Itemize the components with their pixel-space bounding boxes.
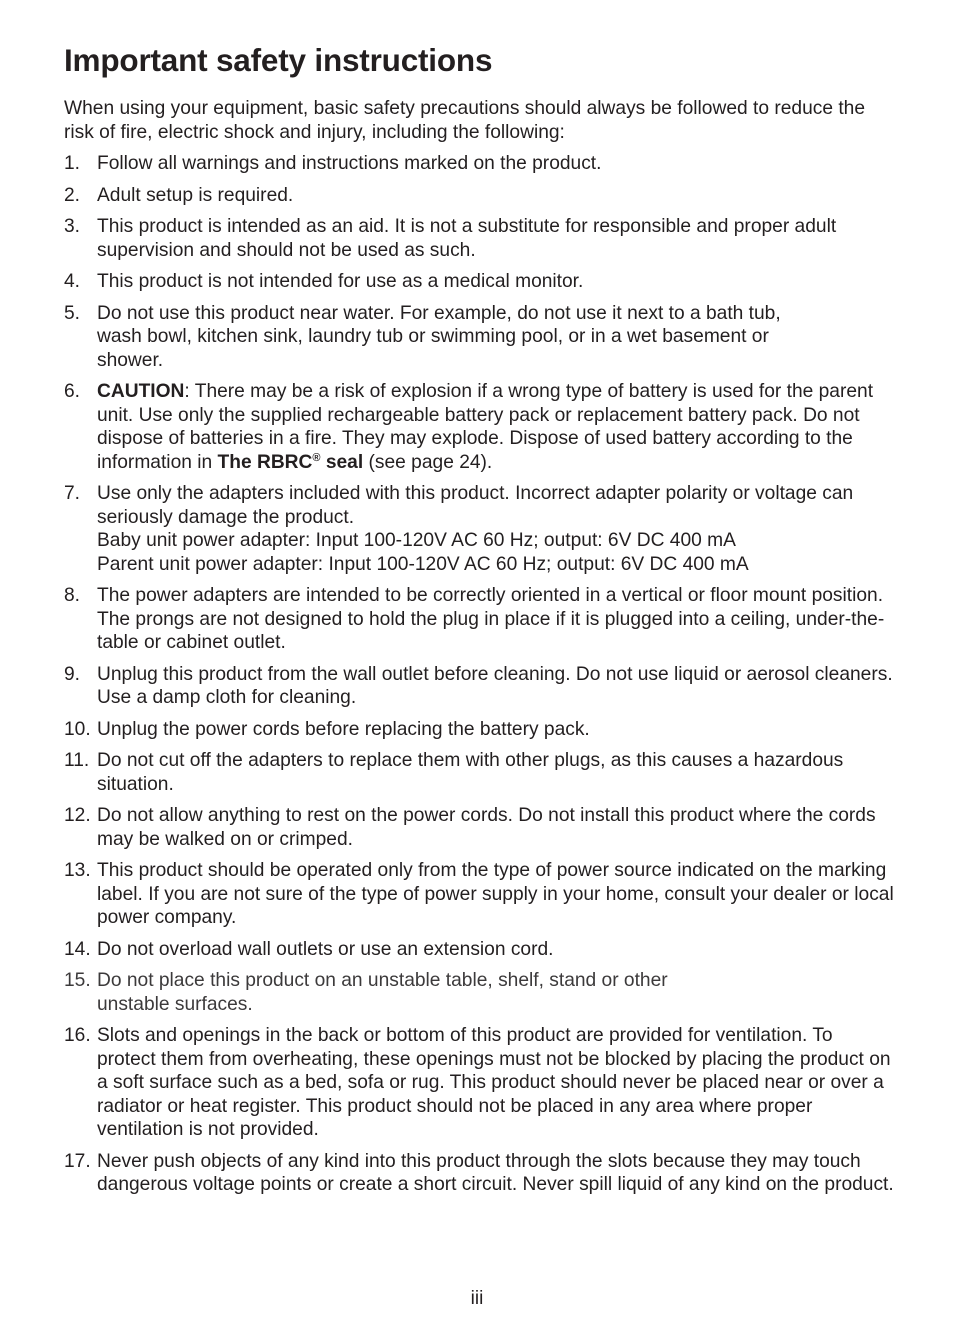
page-number: iii — [470, 1288, 484, 1309]
item-text: Do not use this product near water. For example, do not use it next to a bath tub, wash bowl, kitchen sink, laundry tub or swimming pool, or in a wet basement or shower. — [97, 302, 781, 371]
item-text: Adult setup is required. — [97, 184, 294, 206]
item-text: Do not cut off the adapters to replace them with other plugs, as this causes a hazardous situation. — [97, 750, 844, 795]
list-item-caution — [64, 380, 894, 474]
item-text: Follow all warnings and instructions marked on the product. — [97, 153, 602, 174]
list-item — [64, 749, 894, 796]
item-text: This product should be operated only from the type of power source indicated on the marking label. If you are not sure of the type of power supply in your home, consult your dealer or local power company. — [97, 860, 894, 928]
item-text: Unplug the power cords before replacing the battery pack. — [97, 718, 590, 740]
list-item — [64, 270, 894, 294]
intro-paragraph: When using your equipment, basic safety precautions should always be followed to reduce the risk of fire, electric shock and injury, including the following: — [64, 98, 866, 143]
page-title: Important safety instructions — [64, 42, 493, 78]
item-text: : There may be a risk of explosion if a wrong type of battery is used for the parent unit. Use only the supplied rechargeable battery pack or replacement battery pack. Do not dispose of batteries in a fire. They may explode. Dispose of used battery according to the information in — [97, 381, 874, 473]
list-item — [64, 302, 894, 373]
item-number: 8. — [64, 585, 81, 606]
rbrc-seal-reference — [218, 452, 364, 473]
item-text: Do not overload wall outlets or use an extension cord. — [97, 938, 554, 960]
list-item — [64, 663, 894, 710]
item-text: Unplug this product from the wall outlet before cleaning. Do not use liquid or aerosol cleaners. Use a damp cloth for cleaning. — [97, 663, 893, 708]
baby-unit-adapter-spec: Baby unit power adapter: Input 100-120V AC 60 Hz; output: 6V DC 400 mA — [97, 530, 736, 551]
item-text: Slots and openings in the back or bottom of this product are provided for ventilation. To protect them from overheating, these openings must not be blocked by placing the product on a soft surface such as a bed, sofa or rug. This product should never be placed near or over a radiator or heat register. This product should not be placed in any area where proper ventilation is not provided. — [97, 1025, 891, 1140]
item-text: Do not allow anything to rest on the power cords. Do not install this product where the cords may be walked on or crimped. — [97, 805, 876, 850]
item-number: 17. — [64, 1150, 91, 1172]
list-item — [64, 184, 894, 208]
list-item — [64, 215, 894, 262]
list-item — [64, 969, 894, 1016]
item-number: 14. — [64, 938, 91, 960]
parent-unit-adapter-spec: Parent unit power adapter: Input 100-120V AC 60 Hz; output: 6V DC 400 mA — [97, 553, 749, 575]
item-number: 9. — [64, 663, 81, 685]
list-item — [64, 718, 894, 742]
item-number: 6. — [64, 381, 81, 402]
item-text: Never push objects of any kind into this product through the slots because they may touch dangerous voltage points or create a short circuit. Never spill liquid of any kind on the product. — [97, 1150, 894, 1195]
item-number: 15. — [64, 970, 91, 991]
item-text-end: (see page 24). — [363, 451, 493, 473]
list-item — [64, 859, 894, 930]
item-number: 16. — [64, 1025, 91, 1046]
item-number: 1. — [64, 153, 81, 174]
list-item — [64, 584, 894, 655]
document-page — [64, 40, 894, 1205]
list-item — [64, 152, 894, 176]
item-text: The power adapters are intended to be correctly oriented in a vertical or floor mount position. The prongs are not designed to hold the plug in place if it is plugged into a ceiling, under-the-table or cabinet outlet. — [97, 585, 885, 653]
rbrc-label: The RBRC — [217, 451, 313, 473]
item-text: Do not place this product on an unstable table, shelf, stand or other unstable surfaces. — [97, 970, 668, 1015]
item-text: Use only the adapters included with this product. Incorrect adapter polarity or voltage can seriously damage the product. — [97, 483, 854, 528]
list-item — [64, 1024, 894, 1142]
safety-instructions-list — [64, 152, 894, 1197]
seal-label: seal — [320, 451, 364, 473]
item-number: 2. — [64, 184, 81, 206]
list-item — [64, 804, 894, 851]
list-item — [64, 938, 894, 962]
item-text: This product is intended as an aid. It is not a substitute for responsible and proper adult supervision and should not be used as such. — [97, 216, 837, 261]
item-text: This product is not intended for use as a medical monitor. — [97, 271, 584, 292]
registered-mark: ® — [312, 451, 321, 464]
caution-label: CAUTION — [97, 381, 185, 402]
item-number: 3. — [64, 216, 81, 237]
item-number: 11. — [64, 750, 90, 771]
item-number: 5. — [64, 302, 81, 324]
item-number: 4. — [64, 271, 81, 292]
item-number: 12. — [64, 805, 91, 826]
list-item-adapters — [64, 482, 894, 576]
list-item — [64, 1150, 894, 1197]
item-number: 10. — [64, 718, 91, 740]
item-number: 7. — [64, 483, 81, 504]
item-number: 13. — [64, 860, 91, 881]
